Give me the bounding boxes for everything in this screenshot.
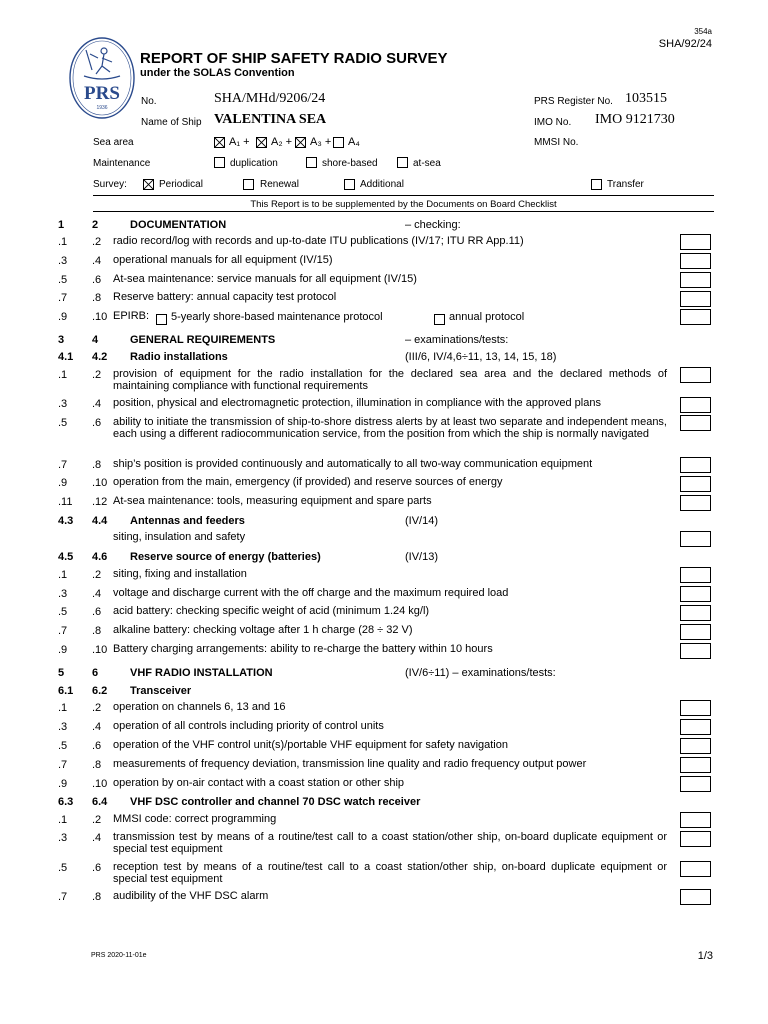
item-number-right: 4.4: [92, 515, 108, 527]
result-box[interactable]: [680, 495, 711, 511]
prs-register-value[interactable]: 103515: [625, 91, 667, 106]
item-number-left: .3: [58, 832, 68, 844]
item-number-left: .3: [58, 255, 68, 267]
item-number-left: .1: [58, 814, 68, 826]
section-title: VHF DSC controller and channel 70 DSC watch receiver: [130, 796, 421, 808]
epirb-shore-based-checkbox[interactable]: [156, 314, 167, 325]
item-text: ability to initiate the transmission of ship-to-shore distress alerts by at least two separate and independent means, each using a different radiocommunication service, from the position from which the ship is normally navigated: [113, 416, 667, 440]
form-number: 354a: [694, 27, 712, 36]
section-reference: (IV/14): [405, 515, 439, 527]
item-text: At-sea maintenance: tools, measuring equipment and spare parts: [113, 495, 432, 507]
sea-area-a4-label: A₄: [348, 136, 360, 148]
item-number-left: .1: [58, 702, 68, 714]
item-number-left: .9: [58, 311, 68, 323]
no-label: No.: [141, 96, 157, 107]
footer-code: PRS 2020-11-01e: [91, 952, 147, 959]
item-number-right: 4: [92, 334, 99, 346]
maintenance-at-sea-label: at-sea: [413, 158, 441, 169]
item-number-left: .5: [58, 740, 68, 752]
epirb-annual-label: annual protocol: [449, 311, 525, 323]
item-text: EPIRB:: [113, 310, 150, 322]
item-number-right: .10: [92, 778, 108, 790]
maintenance-duplication-label: duplication: [230, 158, 278, 169]
item-text: Reserve battery: annual capacity test protocol: [113, 291, 337, 303]
item-text: siting, fixing and installation: [113, 568, 247, 580]
item-number-left: .1: [58, 569, 68, 581]
item-number-right: .10: [92, 644, 108, 656]
supplement-note: This Report is to be supplemented by the Documents on Board Checklist: [250, 199, 557, 210]
item-number-right: .10: [92, 477, 108, 489]
result-box[interactable]: [680, 367, 711, 383]
sea-area-a1-label: A₁ +: [229, 136, 250, 148]
result-box[interactable]: [680, 889, 711, 905]
section-title: Radio installations: [130, 351, 228, 363]
result-box[interactable]: [680, 309, 711, 325]
result-box[interactable]: [680, 397, 711, 413]
ship-name-value[interactable]: VALENTINA SEA: [214, 112, 327, 127]
result-box[interactable]: [680, 757, 711, 773]
result-box[interactable]: [680, 531, 711, 547]
item-number-left: .1: [58, 369, 68, 381]
item-number-right: .6: [92, 740, 102, 752]
item-number-right: .6: [92, 417, 102, 429]
result-box[interactable]: [680, 643, 711, 659]
result-box[interactable]: [680, 719, 711, 735]
item-text: radio record/log with records and up-to-date ITU publications (IV/17; ITU RR App.11): [113, 235, 524, 247]
item-number-left: .5: [58, 417, 68, 429]
item-number-right: .4: [92, 832, 102, 844]
item-text: position, physical and electromagnetic protection, illumination in compliance with the approved plans: [113, 397, 601, 409]
item-number-right: .2: [92, 702, 102, 714]
item-number-left: .5: [58, 606, 68, 618]
section-reference: – examinations/tests:: [405, 334, 509, 346]
item-number-right: .8: [92, 625, 102, 637]
survey-renewal-label: Renewal: [260, 179, 299, 190]
survey-additional-label: Additional: [360, 179, 404, 190]
section-reference: (IV/13): [405, 551, 439, 563]
result-box[interactable]: [680, 831, 711, 847]
result-box[interactable]: [680, 567, 711, 583]
item-text: At-sea maintenance: service manuals for all equipment (IV/15): [113, 273, 417, 285]
imo-value[interactable]: IMO 9121730: [595, 112, 675, 127]
item-number-left: .9: [58, 778, 68, 790]
prs-register-label: PRS Register No.: [534, 96, 613, 107]
section-reference: (IV/6÷11) – examinations/tests:: [405, 667, 556, 679]
item-number-right: .6: [92, 862, 102, 874]
item-text: operation on channels 6, 13 and 16: [113, 701, 286, 713]
report-subtitle: under the SOLAS Convention: [140, 67, 295, 79]
item-number-left: .9: [58, 477, 68, 489]
section-title: Antennas and feeders: [130, 515, 245, 527]
result-box[interactable]: [680, 457, 711, 473]
item-number-right: .2: [92, 236, 102, 248]
item-number-left: .7: [58, 292, 68, 304]
section-title: GENERAL REQUIREMENTS: [130, 334, 276, 346]
survey-label: Survey:: [93, 179, 127, 190]
maintenance-label: Maintenance: [93, 158, 151, 169]
document-code: SHA/92/24: [658, 38, 712, 50]
item-text: alkaline battery: checking voltage after 1 h charge (28 ÷ 32 V): [113, 624, 413, 636]
item-number-right: .4: [92, 588, 102, 600]
item-number-right: 2: [92, 219, 99, 231]
item-number-left: 6.3: [58, 796, 74, 808]
item-number-right: .2: [92, 814, 102, 826]
item-text: operation of all controls including priority of control units: [113, 720, 384, 732]
item-number-left: 1: [58, 219, 65, 231]
result-box[interactable]: [680, 415, 711, 431]
item-number-left: .3: [58, 588, 68, 600]
item-text: MMSI code: correct programming: [113, 813, 277, 825]
item-number-left: .7: [58, 891, 68, 903]
mmsi-label: MMSI No.: [534, 137, 579, 148]
result-box[interactable]: [680, 253, 711, 269]
epirb-annual-checkbox[interactable]: [434, 314, 445, 325]
sea-area-label: Sea area: [93, 137, 134, 148]
item-number-left: .11: [58, 496, 73, 508]
item-text: provision of equipment for the radio installation for the declared sea area and the declared methods of maintaining compliance with functional requirements: [113, 368, 667, 392]
result-box[interactable]: [680, 272, 711, 288]
ship-name-label: Name of Ship: [141, 117, 202, 128]
item-text: measurements of frequency deviation, transmission line quality and radio frequency output power: [113, 758, 587, 770]
item-number-right: .8: [92, 292, 102, 304]
result-box[interactable]: [680, 624, 711, 640]
item-number-right: .4: [92, 398, 102, 410]
item-number-right: .8: [92, 759, 102, 771]
logo-year: 1936: [96, 105, 108, 111]
item-text: operation from the main, emergency (if provided) and reserve sources of energy: [113, 476, 503, 488]
section-reference: (III/6, IV/4,6÷11, 13, 14, 15, 18): [405, 351, 557, 363]
item-number-right: 4.6: [92, 551, 108, 563]
survey-transfer-label: Transfer: [607, 179, 644, 190]
item-number-left: 4.5: [58, 551, 74, 563]
sea-area-a3-label: A₃ +: [310, 136, 332, 148]
result-box[interactable]: [680, 234, 711, 250]
section-title: DOCUMENTATION: [130, 219, 227, 231]
item-number-left: 5: [58, 667, 65, 679]
result-box[interactable]: [680, 700, 711, 716]
item-number-left: .7: [58, 625, 68, 637]
item-number-right: .10: [92, 311, 108, 323]
item-number-right: .2: [92, 569, 102, 581]
result-box[interactable]: [680, 812, 711, 828]
item-number-left: 4.3: [58, 515, 74, 527]
item-number-right: .8: [92, 891, 102, 903]
item-text: ship’s position is provided continuously and automatically to all two-way communication equipment: [113, 458, 593, 470]
item-number-right: .2: [92, 369, 102, 381]
item-number-right: .6: [92, 606, 102, 618]
result-box[interactable]: [680, 861, 711, 877]
item-number-left: 4.1: [58, 351, 74, 363]
imo-label: IMO No.: [534, 117, 572, 128]
item-text: operation by on-air contact with a coast station or other ship: [113, 777, 405, 789]
item-number-right: .4: [92, 255, 102, 267]
epirb-shore-based-label: 5-yearly shore-based maintenance protocol: [171, 311, 383, 323]
item-number-left: .9: [58, 644, 68, 656]
item-number-right: .12: [92, 496, 108, 508]
page-number: 1/3: [697, 950, 713, 962]
item-number-left: .3: [58, 398, 68, 410]
logo-text: PRS: [84, 83, 120, 104]
item-number-left: .3: [58, 721, 68, 733]
item-number-right: 6.2: [92, 685, 108, 697]
section-reference: – checking:: [405, 219, 461, 231]
item-text: siting, insulation and safety: [113, 531, 246, 543]
item-text: operation of the VHF control unit(s)/portable VHF equipment for safety navigation: [113, 739, 508, 751]
item-number-right: .8: [92, 459, 102, 471]
item-number-left: .7: [58, 459, 68, 471]
sea-area-a2-label: A₂ +: [271, 136, 293, 148]
item-number-right: 4.2: [92, 351, 108, 363]
maintenance-shore-based-label: shore-based: [322, 158, 378, 169]
item-number-left: .5: [58, 862, 68, 874]
result-box[interactable]: [680, 586, 711, 602]
result-box[interactable]: [680, 738, 711, 754]
item-number-right: 6.4: [92, 796, 108, 808]
no-value[interactable]: SHA/MHd/9206/24: [214, 91, 326, 106]
item-number-left: .1: [58, 236, 68, 248]
result-box[interactable]: [680, 291, 711, 307]
result-box[interactable]: [680, 605, 711, 621]
item-text: reception test by means of a routine/test call to a coast station/other ship, on-board duplicate equipment or special test equipment: [113, 861, 667, 885]
result-box[interactable]: [680, 476, 711, 492]
item-number-left: .5: [58, 274, 68, 286]
item-number-left: 6.1: [58, 685, 74, 697]
item-number-left: 3: [58, 334, 65, 346]
item-number-right: 6: [92, 667, 99, 679]
item-text: operational manuals for all equipment (IV/15): [113, 254, 333, 266]
section-title: Reserve source of energy (batteries): [130, 551, 321, 563]
item-number-right: .6: [92, 274, 102, 286]
item-number-left: .7: [58, 759, 68, 771]
item-text: acid battery: checking specific weight of acid (minimum 1.24 kg/l): [113, 605, 430, 617]
item-number-right: .4: [92, 721, 102, 733]
section-title: Transceiver: [130, 685, 192, 697]
result-box[interactable]: [680, 776, 711, 792]
item-text: voltage and discharge current with the off charge and the maximum required load: [113, 587, 509, 599]
item-text: audibility of the VHF DSC alarm: [113, 890, 269, 902]
report-title: REPORT OF SHIP SAFETY RADIO SURVEY: [140, 50, 448, 67]
survey-periodical-label: Periodical: [159, 179, 203, 190]
item-text: transmission test by means of a routine/test call to a coast station/other ship, on-board duplicate equipment or special test equipment: [113, 831, 667, 855]
item-text: Battery charging arrangements: ability to re-charge the battery within 10 hours: [113, 643, 493, 655]
section-title: VHF RADIO INSTALLATION: [130, 667, 273, 679]
